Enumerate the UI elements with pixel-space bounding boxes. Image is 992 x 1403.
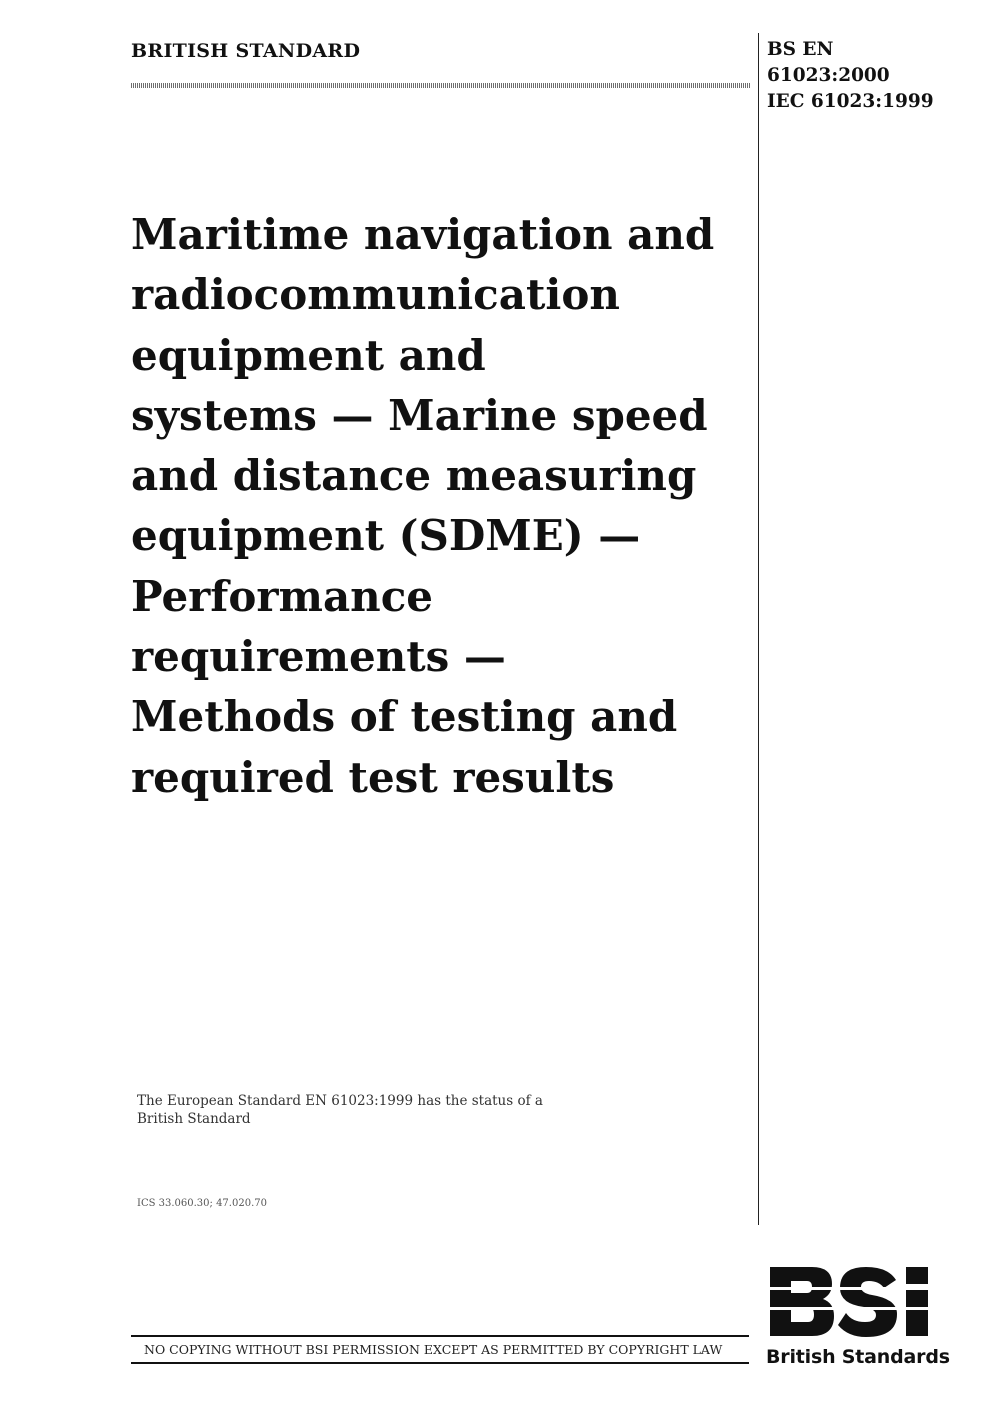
copyright-notice: NO COPYING WITHOUT BSI PERMISSION EXCEPT AS PERMITTED BY COPYRIGHT LAW <box>144 1342 723 1357</box>
designation-line: 61023:2000 <box>767 65 890 86</box>
title-line: equipment (SDME) — <box>131 511 641 561</box>
title-line: Performance <box>131 571 433 621</box>
title-line: equipment and <box>131 330 486 380</box>
status-note-line: The European Standard EN 61023:1999 has the status of a <box>137 1093 543 1109</box>
bsi-logo-caption: British Standards <box>766 1346 950 1368</box>
title-line: Maritime navigation and <box>131 210 715 259</box>
status-note <box>137 1092 543 1128</box>
document-title <box>131 205 746 808</box>
title-line: systems — Marine speed <box>131 390 708 440</box>
title-line: radiocommunication <box>131 270 620 320</box>
vertical-divider <box>758 33 759 1225</box>
status-note-line: British Standard <box>137 1111 251 1127</box>
header-rule <box>131 83 751 88</box>
title-line: required test results <box>131 752 615 802</box>
title-line: requirements — <box>131 632 506 682</box>
copyright-bottom-rule <box>131 1362 749 1364</box>
designation-line: BS EN <box>767 39 834 60</box>
designation-line: IEC 61023:1999 <box>767 91 934 112</box>
title-line: and distance measuring <box>131 451 697 501</box>
copyright-top-rule <box>131 1335 749 1337</box>
standard-type-label: BRITISH STANDARD <box>131 40 361 62</box>
title-line: Methods of testing and <box>131 692 678 742</box>
standard-designation <box>767 37 934 115</box>
ics-classification: ICS 33.060.30; 47.020.70 <box>137 1198 267 1209</box>
